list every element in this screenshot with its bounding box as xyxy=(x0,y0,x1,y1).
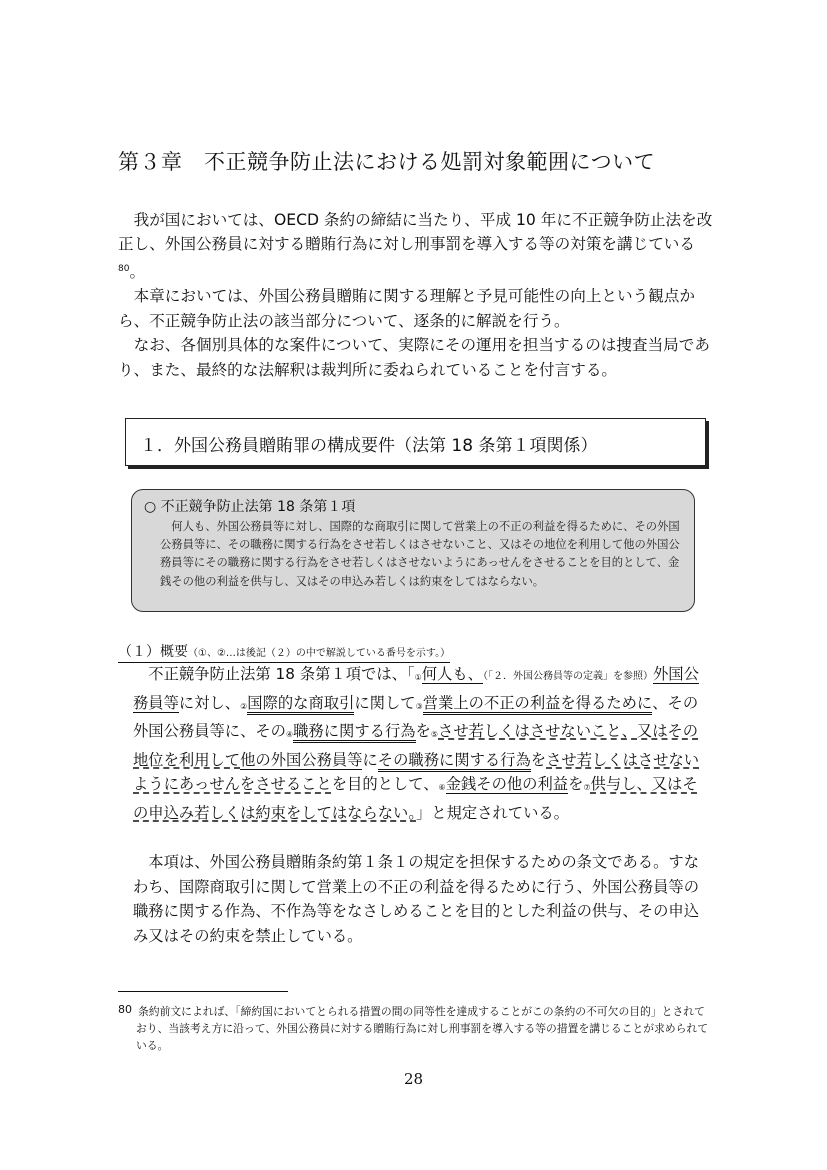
overview-text-segment: に関して xyxy=(354,693,416,712)
overview-text-segment: を目的として、 xyxy=(331,775,439,794)
footnote-item xyxy=(118,1001,710,1054)
subsection-note: （①、②…は後記（２）の中で解説している番号を示す。） xyxy=(188,648,451,659)
intro-paragraph-3: なお、各個別具体的な案件について、実際にその運用を担当するのは捜査当局であり、また、最終的な法解釈は裁判所に委ねられていることを付言する。 xyxy=(118,336,710,379)
overview-paragraph-2-block xyxy=(133,850,709,948)
double-underlined-phrase: 国際的な商取引 xyxy=(247,694,354,715)
intro-text xyxy=(118,208,718,382)
footnote-reference[interactable]: 80 xyxy=(118,263,130,274)
cross-reference-note: （「２．外国公務員等の定義」を参照） xyxy=(482,671,653,682)
footnote-divider xyxy=(118,991,288,992)
intro-p1-end: 。 xyxy=(129,263,146,281)
circled-number-2: ② xyxy=(240,701,248,711)
intro-paragraph-2: 本章においては、外国公務員贈賄に関する理解と予見可能性の向上という観点から、不正競争防止法の該当部分について、逐条的に解説を行う。 xyxy=(118,287,695,330)
intro-paragraph-1 xyxy=(118,208,718,284)
overview-text xyxy=(133,662,709,826)
footnote-text: 条約前文によれば、「締約国においてとられる措置の間の同等性を達成することがこの条約の不可欠の目的」とされており、当該考え方に沿って、外国公務員に対する贈賄行為に対し刑事罰を導入する等の措置を講じることが求められている。 xyxy=(136,1005,709,1052)
subsection-title: （１）概要 xyxy=(118,644,188,660)
circled-number-1: ① xyxy=(414,673,422,682)
overview-text-segment: 、その外国公務員等に、その xyxy=(133,693,699,741)
overview-text-start: 不正競争防止法第 18 条第１項では、「 xyxy=(148,665,415,683)
law-article-body: 何人も、外国公務員等に対し、国際的な商取引に関して営業上の不正の利益を得るために、その外国公務員等に、その職務に関する行為をさせ若しくはさせないこと、又はその地位を利用して他の外国公務員等にその職務に関する行為をさせ若しくはさせないようにあっせんをさせることを目的として、金銭その他の利益を供与し、又はその申込み若しくは約束をしてはならない。 xyxy=(160,520,680,588)
footnote xyxy=(118,1001,710,1054)
subsection-heading xyxy=(118,641,450,663)
circled-number-7: ⑦ xyxy=(583,783,591,793)
footnote-number: 80 xyxy=(118,1003,132,1016)
double-underlined-phrase: 営業上の不正の利益を得るために xyxy=(423,694,652,715)
overview-paragraph-2: 本項は、外国公務員贈賄条約第１条１の規定を担保するための条文である。すなわち、国際商取引に関して営業上の不正の利益を得るために行う、外国公務員等の職務に関する作為、不作為等をなさしめることを目的とした利益の供与、その申込み又はその約束を禁止している。 xyxy=(133,853,699,945)
circled-number-6: ⑥ xyxy=(438,783,446,793)
overview-text-segment: を xyxy=(415,722,431,741)
circled-number-5: ⑤ xyxy=(430,730,439,740)
overview-text-segment: を xyxy=(568,775,584,794)
page-number: 28 xyxy=(403,1070,424,1088)
intro-p1-text: 我が国においては、OECD 条約の締結に当たり、平成 10 年に不正競争防止法を改正し、外国公務員に対する贈賄行為に対し刑事罰を導入する等の対策を講じている xyxy=(118,211,713,254)
circled-number-4: ④ xyxy=(285,730,294,740)
overview-text-segment: を xyxy=(530,750,547,769)
overview-text-segment: に対し、 xyxy=(178,693,241,712)
law-article-text xyxy=(160,518,690,591)
underlined-phrase: 何人も、 xyxy=(421,665,483,683)
double-underlined-phrase: その職務に関する行為 xyxy=(378,751,531,772)
overview-text-segment: に xyxy=(362,750,378,769)
underlined-phrase: 金銭その他の利益 xyxy=(445,775,569,794)
circled-number-3: ③ xyxy=(415,701,423,711)
overview-paragraph-1 xyxy=(133,662,709,826)
law-article-title: ○ 不正競争防止法第 18 条第１項 xyxy=(144,499,356,515)
dashed-underlined-phrase: させ若しくはさせないこと、又はその地位を利用して xyxy=(133,722,699,769)
law-article-box xyxy=(131,489,695,612)
underlined-phrase: 他の外国公務員等 xyxy=(240,750,363,769)
section-title: １．外国公務員贈賄罪の構成要件（法第 18 条第１項関係） xyxy=(140,436,598,456)
section-heading-box xyxy=(125,418,706,466)
dashed-underlined-phrase: 供与し、又はその申込み若しくは約束をしてはならない。 xyxy=(133,775,698,822)
dashed-underlined-phrase: させ若しくはさせないようにあっせんをさせること xyxy=(133,750,700,794)
overview-text-end: 」と規定されている。 xyxy=(416,803,569,822)
double-underlined-phrase: 職務に関する行為 xyxy=(293,722,415,743)
underlined-phrase: 外国公務員等 xyxy=(133,665,699,712)
chapter-title: 第３章 不正競争防止法における処罰対象範囲について xyxy=(118,150,656,174)
